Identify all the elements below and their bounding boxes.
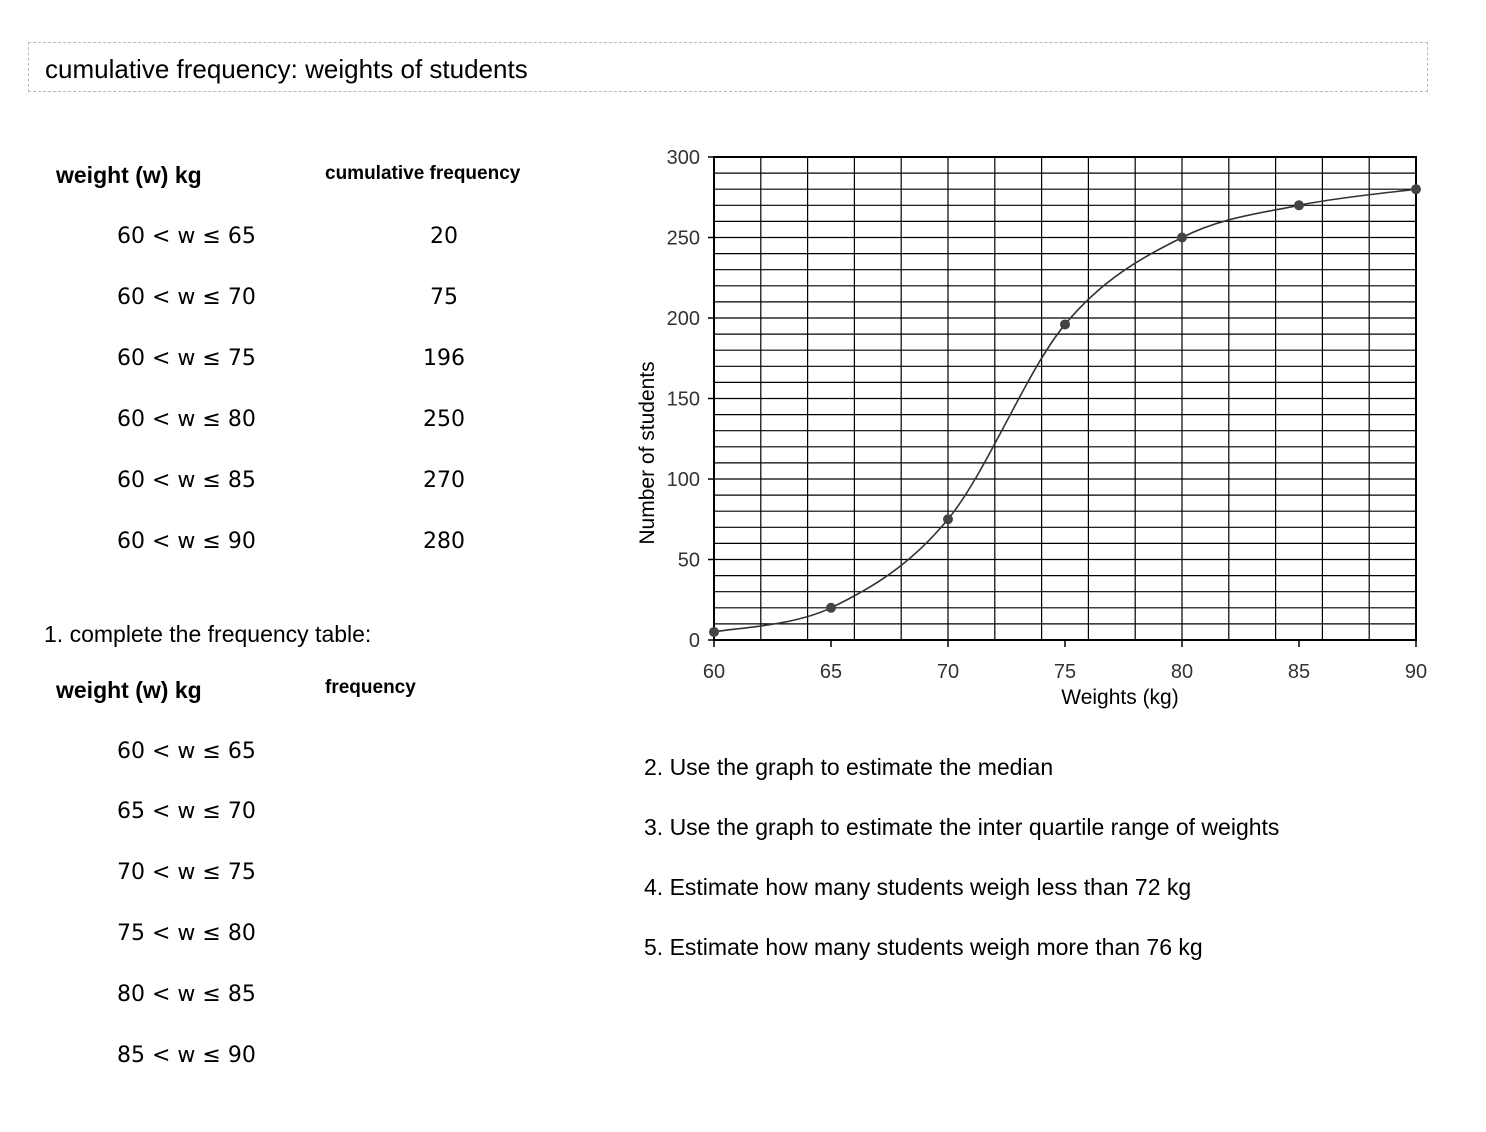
x-axis-label: Weights (kg): [1061, 686, 1179, 709]
data-point: [1060, 319, 1070, 329]
data-point: [1411, 184, 1421, 194]
y-tick-label: 250: [666, 227, 700, 250]
y-tick-label: 100: [666, 469, 700, 491]
y-tick-label: 0: [688, 630, 700, 652]
question-2: 2. Use the graph to estimate the median: [644, 754, 1054, 780]
table2-row-label: 70 < w ≤ 75: [117, 860, 256, 885]
table2-row-label: 85 < w ≤ 90: [117, 1043, 256, 1068]
y-tick-label: 200: [666, 308, 700, 330]
y-tick-label: 300: [666, 147, 700, 169]
question-3: 3. Use the graph to estimate the inter quartile range of weights: [644, 814, 1280, 840]
table1-row-value: 75: [430, 285, 458, 310]
table2-row-label: 75 < w ≤ 80: [117, 921, 256, 946]
table1-row-value: 280: [423, 529, 465, 554]
x-tick-label: 75: [1053, 661, 1077, 683]
data-point: [943, 514, 953, 524]
table1-row-value: 20: [430, 224, 458, 249]
data-point: [1294, 200, 1304, 210]
x-tick-label: 90: [1404, 661, 1428, 683]
y-axis-label: Number of students: [636, 361, 659, 545]
table1-row-value: 196: [423, 346, 465, 371]
table1-weight-header: weight (w) kg: [56, 162, 202, 188]
table2-frequency-header: frequency: [325, 677, 416, 698]
x-tick-label: 70: [936, 661, 960, 683]
table1-row-label: 60 < w ≤ 85: [117, 468, 256, 493]
table1-row-value: 250: [423, 407, 465, 432]
table2-weight-header: weight (w) kg: [56, 677, 202, 703]
x-tick-label: 60: [702, 661, 726, 683]
cumulative-frequency-curve: [714, 189, 1416, 632]
table1-row-label: 60 < w ≤ 80: [117, 407, 256, 432]
question-4: 4. Estimate how many students weigh less than 72 kg: [644, 874, 1192, 900]
question-5: 5. Estimate how many students weigh more than 76 kg: [644, 934, 1203, 960]
table1-row-label: 60 < w ≤ 90: [117, 529, 256, 554]
x-tick-label: 65: [819, 661, 843, 683]
x-tick-label: 85: [1287, 661, 1311, 683]
data-point: [826, 603, 836, 613]
question-1: 1. complete the frequency table:: [44, 621, 372, 647]
table2-row-label: 80 < w ≤ 85: [117, 982, 256, 1007]
y-tick-label: 150: [666, 388, 700, 411]
table2-row-label: 60 < w ≤ 65: [117, 739, 256, 764]
data-point: [1177, 233, 1187, 243]
page-title: cumulative frequency: weights of students: [45, 54, 528, 84]
table2-row-label: 65 < w ≤ 70: [117, 799, 256, 824]
x-tick-label: 80: [1170, 661, 1194, 683]
data-point: [709, 627, 719, 637]
table1-row-value: 270: [423, 468, 465, 493]
table1-row-label: 60 < w ≤ 65: [117, 224, 256, 249]
table1-row-label: 60 < w ≤ 75: [117, 346, 256, 371]
table1-row-label: 60 < w ≤ 70: [117, 285, 256, 310]
y-tick-label: 50: [677, 549, 700, 572]
table1-cf-header: cumulative frequency: [325, 163, 521, 184]
